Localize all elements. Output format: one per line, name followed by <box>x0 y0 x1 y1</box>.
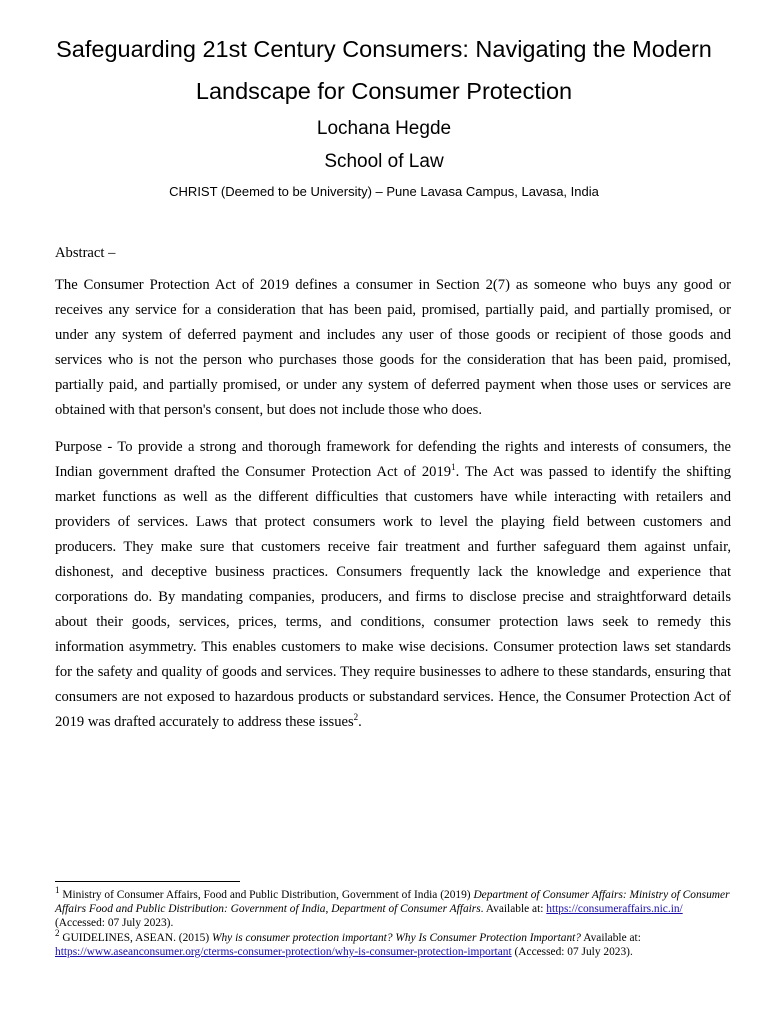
abstract-label: Abstract – <box>55 245 116 261</box>
footnote-divider <box>55 881 240 882</box>
footnote-text: GUIDELINES, ASEAN. (2015) <box>59 931 212 944</box>
footnote-text: Available at: <box>581 931 641 944</box>
footnote-text: Ministry of Consumer Affairs, Food and Public Distribution, Government of India (2019) <box>59 889 474 901</box>
footnote-italic-title: Why is consumer protection important? Why Is Consumer Protection Important? <box>212 931 581 944</box>
footnote-accessed: (Accessed: 07 July 2023). <box>55 917 174 930</box>
footnote-ref-1[interactable]: 1 <box>451 462 456 473</box>
abstract-paragraph-2 <box>55 435 731 735</box>
footnote-text: , <box>325 903 332 916</box>
affiliation: CHRIST (Deemed to be University) – Pune Lavasa Campus, Lavasa, India <box>169 184 599 199</box>
paper-title: Safeguarding 21st Century Consumers: Navigating the Modern Landscape for Consumer Protection <box>56 36 712 104</box>
footnotes <box>55 885 731 959</box>
footnote-text: . Available at: <box>480 903 547 916</box>
footnote-2 <box>55 927 731 959</box>
footnote-number: 1 <box>55 885 60 896</box>
paragraph-2-text-b: . The Act was passed to identify the shifting market functions as well as the different difficulties that customers have while interacting with retailers and providers of services. Laws that protect consumers work to level the playing field between customers and producers. They make sure that customers receive fair treatment and further safeguard them against unfair, dishonest, and deceptive business practices. Consumers frequently lack the knowledge and experience that corporations do. By mandating companies, producers, and firms to disclose precise and straightforward details about their goods, services, prices, terms, and conditions, consumer protection laws seek to remedy this information asymmetry. This enables customers to make wise decisions. Consumer protection laws set standards for the safety and quality of goods and services. They require businesses to adhere to these standards, ensuring that consumers are not exposed to hazardous products or substandard services. Hence, the Consumer Protection Act of 2019 was drafted accurately to address these issues <box>55 464 731 730</box>
footnote-italic-title: Department of Consumer Affairs <box>331 903 481 916</box>
school-name: School of Law <box>324 151 444 172</box>
footnote-accessed: (Accessed: 07 July 2023). <box>511 945 633 958</box>
footnote-ref-2[interactable]: 2 <box>353 712 359 723</box>
paragraph-2-text-a: Purpose - To provide a strong and thorough framework for defending the rights and interests of consumers, the Indian government drafted the Consumer Protection Act of 2019 <box>55 439 731 480</box>
author-name: Lochana Hegde <box>316 118 452 139</box>
footnote-link[interactable]: https://www.aseanconsumer.org/cterms-consumer-protection/why-is-consumer-protection-important <box>55 945 512 958</box>
footnote-link[interactable]: https://consumeraffairs.nic.in/ <box>546 903 683 916</box>
footnote-number: 2 <box>55 927 60 938</box>
abstract-paragraph-1: The Consumer Protection Act of 2019 defines a consumer in Section 2(7) as someone who buys any good or receives any service for a consideration that has been paid, promised, partially paid, and partially promised, or under any system of deferred payment and includes any user of those goods or recipient of those goods and services who is not the person who purchases those goods for the consideration that has been paid, promised, partially paid, and partially promised, or under any system of deferred payment when those uses or services are obtained with that person's consent, but does not include those who does. <box>55 277 731 418</box>
footnote-1 <box>55 885 731 931</box>
footnote-italic-title: Department of Consumer Affairs: Ministry of Consumer Affairs Food and Public Distribution: Government of India <box>55 889 730 916</box>
paragraph-2-end: . <box>358 714 362 730</box>
